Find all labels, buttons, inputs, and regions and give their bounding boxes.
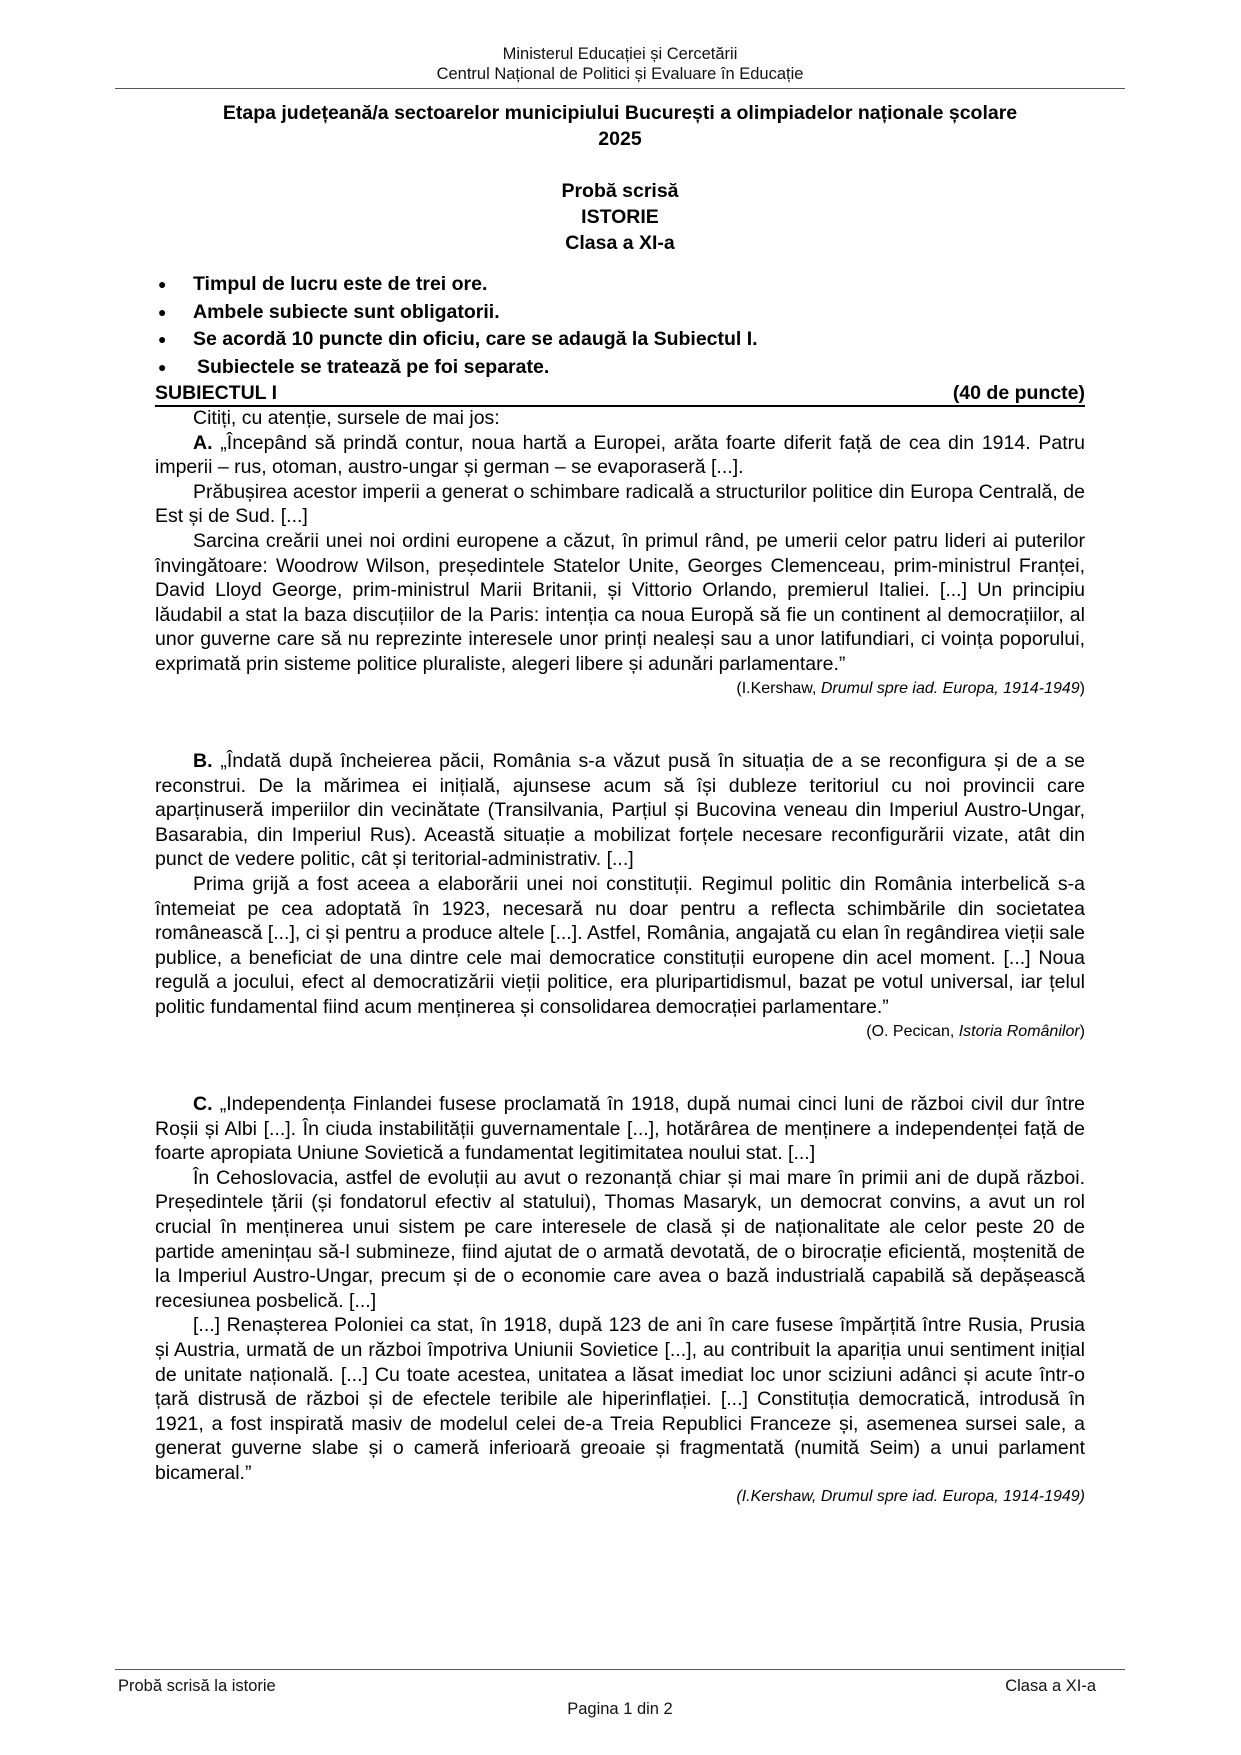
source-a <box>155 406 1085 701</box>
rule-item: ● Subiectele se tratează pe foi separate. <box>155 354 758 382</box>
source-citation: (I.Kershaw, Drumul spre iad. Europa, 1914-1949) <box>736 679 1085 697</box>
ministry-name: Ministerul Educației și Cercetării <box>502 45 738 63</box>
bullet-icon: ● <box>158 276 167 292</box>
source-b <box>155 749 1085 1044</box>
source-paragraph: C. „Independența Finlandei fusese proclamată în 1918, după numai cinci luni de război civil dur între Roșii și Albi [...]. În ciuda instabilității guvernamentale [...], hotărârea de menținere a independenței față de foarte apropiata Uniune Sovietică a fundamentat legitimitatea noului stat. [...] <box>155 1093 1085 1165</box>
source-paragraph: B. „Îndată după încheierea păcii, România s-a văzut pusă în situația de a se reconfigura și de a se reconstrui. De la mărimea ei inițială, ajunsese acum să își dubleze teritoriul cu noi provincii care aparținuseră imperiilor din vecinătate (Transilvania, Parțiul și Bucovina veneau din Imperiul Austro-Ungar, Basarabia, din Imperiul Rus). Această situație a mobilizat forțele necesare reconfigurării vizate, atât din punct de vedere politic, cât și teritorial-administrativ. [...] <box>155 750 1085 871</box>
page-header <box>115 44 1125 84</box>
footer-divider <box>115 1669 1125 1670</box>
source-citation: (O. Pecican, Istoria Românilor) <box>866 1022 1085 1040</box>
bullet-icon: ● <box>158 358 167 375</box>
source-paragraph: A. „Începând să prindă contur, noua hartă a Europei, arăta foarte diferit față de cea din 1914. Patru imperii – rus, otoman, austro-ungar și german – se evaporaseră [...]. <box>155 431 1086 479</box>
exam-subtitle <box>115 178 1125 256</box>
source-paragraph: [...] Renașterea Poloniei ca stat, în 1918, după 123 de ani în care fusese împărțită între Rusia, Prusia și Austria, urmată de un război împotriva Uniunii Sovietice [...], au contribuit la apariția unui sentiment inițial de unitate națională. [...] Cu toate acestea, unitatea a lăsat imediat loc unor sciziuni adânci și acute într-o țară distrusă de război și de efectele teribile ale hiperinflației. [...] Constituția democratică, introdusă în 1921, a fost inspirată masiv de modelul celei de-a Treia Republici Franceze și, asemenea sursei sale, a generat guverne slabe și o cameră inferioară greoaie și fragmentată (numită Seim) a unui parlament bicameral.” <box>155 1314 1085 1484</box>
rule-item: ● Se acordă 10 puncte din oficiu, care se adaugă la Subiectul I. <box>155 326 758 354</box>
source-citation: (I.Kershaw, Drumul spre iad. Europa, 1914-1949) <box>736 1487 1085 1505</box>
rule-item: ● Ambele subiecte sunt obligatorii. <box>155 299 758 327</box>
footer-exam-label: Probă scrisă la istorie <box>118 1677 276 1695</box>
exam-rules-list <box>155 271 758 381</box>
source-label: A. <box>193 431 213 454</box>
section-points: (40 de puncte) <box>952 382 1085 404</box>
exam-grade: Clasa a XI-a <box>565 232 675 254</box>
source-paragraph: Sarcina creării unei noi ordini europene a căzut, în primul rând, pe umerii celor patru lideri ai puterilor învingătoare: Woodrow Wilson, președintele Statelor Unite, Georges Clemenceau, prim-ministrul Franței, David Lloyd George, prim-ministrul Marii Britanii, și Vittorio Orlando, premierul Italiei. [...] Un principiu lăudabil a stat la baza discuțiilor de la Paris: intenția ca noua Europă să fie un continent al democrațiilor, al unor guverne care să nu reprezinte interesele unor prinți nealeși sau a unor latifundiari, ci voința poporului, exprimată prin sisteme politice pluraliste, alegeri libere și adunări parlamentare.” (I.Kershaw, Drumul spre iad. Europa, 1914-1949) <box>155 529 1085 677</box>
section-heading <box>155 380 1085 407</box>
source-paragraph: Prăbușirea acestor imperii a generat o schimbare radicală a structurilor politice din Europa Centrală, de Est și de Sud. [...] <box>155 480 1085 528</box>
header-divider <box>115 88 1125 89</box>
source-paragraph: Prima grijă a fost aceea a elaborării unei noi constituții. Regimul politic din România interbelică s-a întemeiat pe cea adoptată în 1923, necesară nu doar pentru a reflecta schimbările din societatea românească [...], ci și pentru a produce altele [...]. Astfel, România, angajată cu elan în regândirea vieții sale publice, a beneficiat de una dintre cele mai democratice constituții europene din acel moment. [...] Noua regulă a jocului, efect al democratizării vieții politice, era pluripartidismul, bazat pe votul universal, iar țelul politic fundamental fiind acum menținerea și consolidarea democrației parlamentare.” (O. Pecican, Istoria Românilor) <box>155 872 1085 1020</box>
title-line-1: Etapa județeană/a sectoarelor municipiului București a olimpiadelor naționale școlare <box>222 102 1018 124</box>
source-label: C. <box>193 1093 213 1115</box>
bullet-icon: ● <box>158 303 167 320</box>
exam-title <box>115 100 1125 152</box>
source-paragraph: În Cehoslovacia, astfel de evoluții au avut o rezonanță chiar și mai mare în primii ani de după război. Președintele țării (și fondatorul efectiv al statului), Thomas Masaryk, un democrat convins, a avut un rol crucial în menținerea unui sistem pe care interesele de clasă și de naționalitate ale celor peste 20 de partide amenințau să-l submineze, fiind ajutat de o armată devotată, de o birocrație eficientă, moștenită de la Imperiul Austro-Ungar, precum și de o economie care avea o bază industrială capabilă să depășească recesiunea posbelică. [...] <box>155 1166 1085 1312</box>
bullet-icon: ● <box>158 331 167 347</box>
source-label: B. <box>193 750 213 772</box>
section-title: SUBIECTUL I <box>155 382 278 404</box>
exam-type: Probă scrisă <box>561 180 679 202</box>
instruction-text: Citiți, cu atenție, sursele de mai jos: <box>193 407 500 429</box>
exam-subject: ISTORIE <box>581 206 659 228</box>
title-year: 2025 <box>598 128 642 150</box>
page-number: Pagina 1 din 2 <box>567 1700 673 1718</box>
source-c <box>155 1092 1085 1508</box>
rule-item: ● Timpul de lucru este de trei ore. <box>155 271 758 299</box>
footer-grade-label: Clasa a XI-a <box>1005 1677 1096 1695</box>
center-name: Centrul Național de Politici și Evaluare în Educație <box>436 65 804 83</box>
